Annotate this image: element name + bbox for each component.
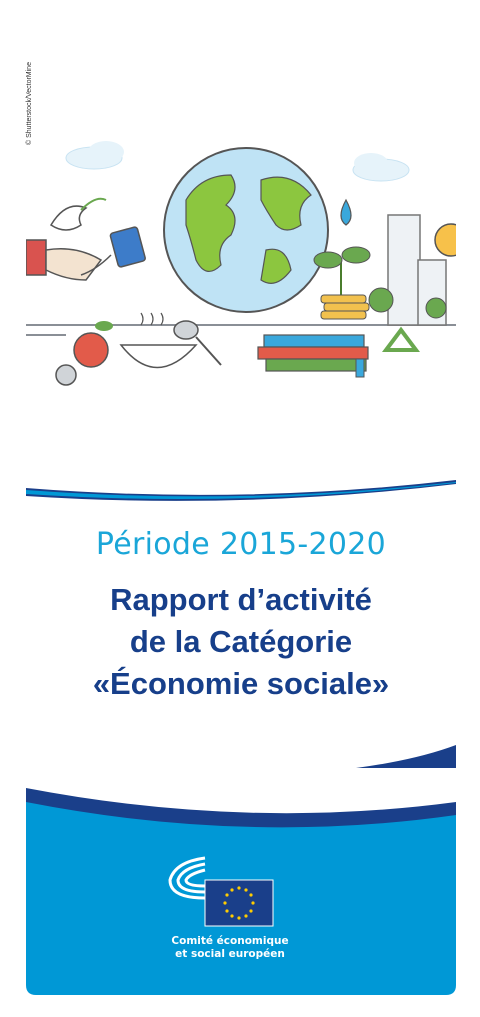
title-line-2: de la Catégorie	[129, 624, 353, 659]
cover-illustration	[26, 130, 456, 390]
soup-bowl-icon	[121, 313, 221, 368]
cover-text	[26, 525, 456, 705]
organization-name	[155, 935, 305, 961]
books-icon	[258, 335, 368, 377]
period-subtitle: Période 2015-2020	[95, 527, 387, 562]
buildings-icon	[369, 215, 446, 325]
eu-flag-icon	[205, 880, 273, 926]
top-wave	[26, 470, 456, 510]
organization-line-2: et social européen	[175, 948, 285, 960]
recycle-icon	[386, 330, 416, 350]
coins-icon	[321, 295, 369, 319]
handshake-icon	[26, 226, 146, 280]
lightbulb-icon	[435, 224, 456, 256]
plant-icon	[314, 247, 370, 295]
photo-credit: © Shutterstock/VectorMine	[26, 62, 33, 145]
water-drop-icon	[341, 200, 351, 225]
organization-line-1: Comité économique	[171, 935, 289, 947]
title-line-3: «Économie sociale»	[92, 666, 390, 701]
globe-icon	[164, 148, 328, 312]
apple-icon	[56, 321, 113, 385]
report-title	[26, 579, 456, 705]
title-line-1: Rapport d’activité	[110, 582, 372, 617]
hemicycle-icon	[170, 858, 205, 898]
eesc-logo	[160, 850, 285, 930]
dove-icon	[51, 199, 106, 230]
